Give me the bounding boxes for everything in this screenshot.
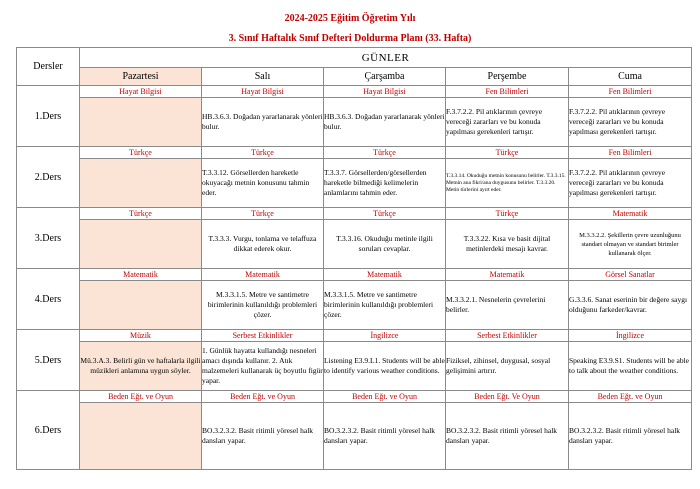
subject-cell: Matematik bbox=[202, 269, 324, 281]
subject-cell: Serbest Etkinlikler bbox=[202, 330, 324, 342]
content-cell bbox=[80, 159, 202, 208]
subject-cell: Hayat Bilgisi bbox=[324, 86, 446, 98]
subject-cell: Hayat Bilgisi bbox=[80, 86, 202, 98]
content-cell: T.3.3.3. Vurgu, tonlama ve telaffuza dikkat ederek okur. bbox=[202, 220, 324, 269]
day-carsamba: Çarşamba bbox=[324, 68, 446, 86]
content-cell: Speaking E3.9.S1. Students will be able to talk about the weather conditions. bbox=[569, 342, 692, 391]
content-cell: T.3.3.22. Kısa ve basit dijital metinlerdeki mesajı kavrar. bbox=[446, 220, 569, 269]
content-cell: HB.3.6.3. Doğadan yararlanarak yönleri bulur. bbox=[324, 98, 446, 147]
lesson-label: 6.Ders bbox=[17, 391, 80, 470]
subject-cell: İngilizce bbox=[324, 330, 446, 342]
subject-cell: Beden Eğt. ve Oyun bbox=[324, 391, 446, 403]
content-cell: M.3.3.1.5. Metre ve santimetre birimlerinin kullanıldığı problemleri çözer. bbox=[202, 281, 324, 330]
subject-cell: Matematik bbox=[446, 269, 569, 281]
content-cell: BO.3.2.3.2. Basit ritimli yöresel halk dansları yapar. bbox=[569, 403, 692, 470]
content-cell: G.3.3.6. Sanat eserinin bir değere saygı olduğunu farkeder/kavrar. bbox=[569, 281, 692, 330]
content-cell bbox=[80, 98, 202, 147]
subject-cell: Türkçe bbox=[324, 208, 446, 220]
content-cell bbox=[80, 220, 202, 269]
content-cell: T.3.3.14. Okuduğu metnin konusunu belirler. T.3.3.15. Metnin ana fikri/ana duygusunu belirler. T.3.3.20. Metin türlerini ayırt eder. bbox=[446, 159, 569, 208]
subject-cell: Fen Bilimleri bbox=[569, 147, 692, 159]
subject-cell: Türkçe bbox=[446, 147, 569, 159]
weekly-plan-table bbox=[16, 47, 692, 470]
subject-cell: Beden Eğt. Ve Oyun bbox=[446, 391, 569, 403]
content-cell: BO.3.2.3.2. Basit ritimli yöresel halk dansları yapar. bbox=[324, 403, 446, 470]
content-cell: Mü.3.A.3. Belirli gün ve haftalarla ilgili müzikleri anlamına uygun söyler. bbox=[80, 342, 202, 391]
header-dersler: Dersler bbox=[17, 48, 80, 86]
content-cell: M.3.3.2.1. Nesnelerin çevrelerini belirler. bbox=[446, 281, 569, 330]
subject-cell: Türkçe bbox=[80, 147, 202, 159]
content-cell: HB.3.6.3. Doğadan yararlanarak yönleri bulur. bbox=[202, 98, 324, 147]
content-cell: F.3.7.2.2. Pil atıklarının çevreye vereceği zararları ve bu konuda yapılması gerekenleri tartışır. bbox=[569, 98, 692, 147]
day-cuma: Cuma bbox=[569, 68, 692, 86]
content-cell: F.3.7.2.2. Pil atıklarının çevreye vereceği zararları ve bu konuda yapılması gerekenleri tartışır. bbox=[446, 98, 569, 147]
lesson-label: 4.Ders bbox=[17, 269, 80, 330]
subject-cell: Matematik bbox=[324, 269, 446, 281]
content-cell: Listening E3.9.L1. Students will be able to identify various weather conditions. bbox=[324, 342, 446, 391]
content-cell: BO.3.2.3.2. Basit ritimli yöresel halk dansları yapar. bbox=[446, 403, 569, 470]
subject-cell: Türkçe bbox=[80, 208, 202, 220]
content-cell bbox=[80, 403, 202, 470]
subject-cell: İngilizce bbox=[569, 330, 692, 342]
subject-cell: Matematik bbox=[569, 208, 692, 220]
content-cell: Fiziksel, zihinsel, duygusal, sosyal gelişimini artırır. bbox=[446, 342, 569, 391]
title-plan: 3. Sınıf Haftalık Sınıf Defteri Doldurma Planı (33. Hafta) bbox=[228, 33, 472, 44]
content-cell: T.3.3.16. Okuduğu metinle ilgili soruları cevaplar. bbox=[324, 220, 446, 269]
day-sali: Salı bbox=[202, 68, 324, 86]
subject-cell: Türkçe bbox=[202, 147, 324, 159]
subject-cell: Türkçe bbox=[324, 147, 446, 159]
subject-cell: Müzik bbox=[80, 330, 202, 342]
subject-cell: Fen Bilimleri bbox=[569, 86, 692, 98]
lesson-label: 5.Ders bbox=[17, 330, 80, 391]
subject-cell: Fen Bilimleri bbox=[446, 86, 569, 98]
content-cell: BO.3.2.3.2. Basit ritimli yöresel halk dansları yapar. bbox=[202, 403, 324, 470]
day-persembe: Perşembe bbox=[446, 68, 569, 86]
day-pazartesi: Pazartesi bbox=[80, 68, 202, 86]
content-cell: M.3.3.1.5. Metre ve santimetre birimlerinin kullanıldığı problemleri çözer. bbox=[324, 281, 446, 330]
lesson-label: 2.Ders bbox=[17, 147, 80, 208]
header-gunler: GÜNLER bbox=[80, 48, 692, 68]
title-year: 2024-2025 Eğitim Öğretim Yılı bbox=[284, 13, 416, 24]
content-cell: F.3.7.2.2. Pil atıklarının çevreye vereceği zararları ve bu konuda yapılması gerekenleri tartışır. bbox=[569, 159, 692, 208]
content-cell: 1. Günlük hayatta kullandığı nesneleri amacı dışında kullanır. 2. Atık malzemeleri kullanarak üç boyutlu figür yapar. bbox=[202, 342, 324, 391]
lesson-label: 1.Ders bbox=[17, 86, 80, 147]
subject-cell: Beden Eğt. ve Oyun bbox=[80, 391, 202, 403]
subject-cell: Hayat Bilgisi bbox=[202, 86, 324, 98]
subject-cell: Beden Eğt. ve Oyun bbox=[569, 391, 692, 403]
content-cell bbox=[80, 281, 202, 330]
subject-cell: Görsel Sanatlar bbox=[569, 269, 692, 281]
subject-cell: Türkçe bbox=[446, 208, 569, 220]
content-cell: T.3.3.7. Görsellerden/görsellerden hareketle bilmediği kelimelerin anlamlarını tahmin eder. bbox=[324, 159, 446, 208]
lesson-label: 3.Ders bbox=[17, 208, 80, 269]
subject-cell: Serbest Etkinlikler bbox=[446, 330, 569, 342]
subject-cell: Türkçe bbox=[202, 208, 324, 220]
content-cell: M.3.3.2.2. Şekillerin çevre uzunluğunu standart olmayan ve standart birimler kullanarak ölçer. bbox=[569, 220, 692, 269]
subject-cell: Beden Eğt. ve Oyun bbox=[202, 391, 324, 403]
subject-cell: Matematik bbox=[80, 269, 202, 281]
content-cell: T.3.3.12. Görsellerden hareketle okuyacağı metnin konusunu tahmin eder. bbox=[202, 159, 324, 208]
